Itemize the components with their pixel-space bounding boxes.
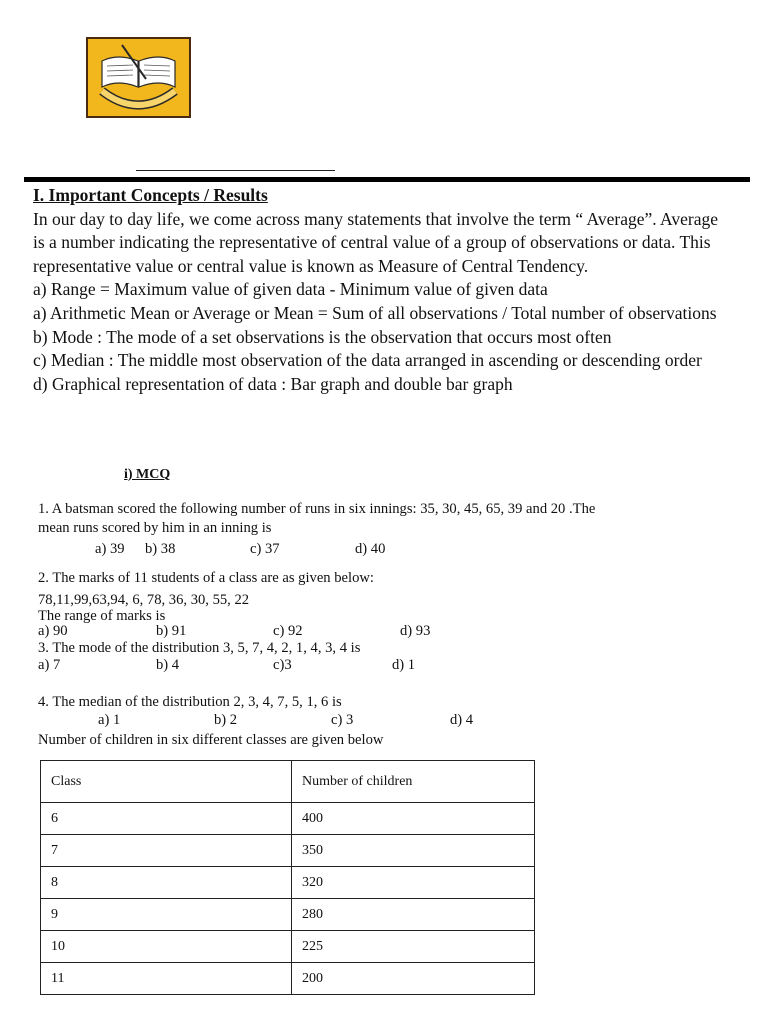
table-cell-children: 200	[292, 963, 535, 995]
option-a: a) 90	[38, 623, 68, 639]
header-class: Class	[41, 761, 292, 803]
option-a: a) 1	[98, 712, 121, 728]
option-d: d) 40	[355, 541, 386, 557]
table-cell-children: 400	[292, 803, 535, 835]
table-cell-class: 9	[41, 899, 292, 931]
table-cell-children: 225	[292, 931, 535, 963]
concept-median: c) Median : The middle most observation of the data arranged in ascending or descending order	[33, 350, 702, 371]
option-a: a) 39	[95, 541, 125, 557]
table-cell-class: 7	[41, 835, 292, 867]
table-row	[41, 899, 535, 931]
table-cell-children: 320	[292, 867, 535, 899]
table-intro: Number of children in six different classes are given below	[38, 732, 384, 748]
table-row	[41, 931, 535, 963]
table-row	[41, 803, 535, 835]
question-2-data: 78,11,99,63,94, 6, 78, 36, 30, 55, 22	[38, 592, 250, 608]
table-header-row	[41, 761, 535, 803]
mcq-title: i) MCQ	[124, 467, 171, 482]
table-row	[41, 835, 535, 867]
section-divider	[24, 177, 750, 182]
question-1-line-2: mean runs scored by him in an inning is	[38, 520, 272, 536]
option-b: b) 38	[145, 541, 176, 557]
table-cell-children: 350	[292, 835, 535, 867]
concepts-section	[33, 184, 733, 396]
table-row	[41, 867, 535, 899]
school-logo	[86, 37, 191, 118]
question-4-line-1: 4. The median of the distribution 2, 3, 4, 7, 5, 1, 6 is	[38, 694, 342, 710]
table-cell-children: 280	[292, 899, 535, 931]
open-book-icon	[88, 39, 189, 116]
option-a: a) 7	[38, 657, 61, 673]
children-table	[40, 760, 535, 995]
concept-mean: a) Arithmetic Mean or Average or Mean = Sum of all observations / Total number of observations	[33, 302, 717, 323]
concept-graph: d) Graphical representation of data : Bar graph and double bar graph	[33, 373, 513, 394]
question-3-line-1: 3. The mode of the distribution 3, 5, 7, 4, 2, 1, 4, 3, 4 is	[38, 640, 361, 656]
header-children: Number of children	[292, 761, 535, 803]
table-row	[41, 963, 535, 995]
option-c: c)3	[273, 657, 292, 673]
intro-paragraph: In our day to day life, we come across many statements that involve the term “ Average”. Average is a number indicating the representative of central value of a group of observations or data. This representative value or central value is known as Measure of Central Tendency.	[33, 208, 719, 276]
header-underline	[136, 170, 335, 171]
option-b: b) 91	[156, 623, 187, 639]
question-1-line-1: 1. A batsman scored the following number of runs in six innings: 35, 30, 45, 65, 39 and 20 .The	[38, 501, 596, 517]
option-d: d) 93	[400, 623, 431, 639]
question-2-line-3: The range of marks is	[38, 608, 166, 624]
table-cell-class: 11	[41, 963, 292, 995]
option-d: d) 4	[450, 712, 474, 728]
option-b: b) 4	[156, 657, 180, 673]
question-2-line-1: 2. The marks of 11 students of a class are as given below:	[38, 570, 374, 586]
table-cell-class: 6	[41, 803, 292, 835]
option-c: c) 3	[331, 712, 354, 728]
concept-range: a) Range = Maximum value of given data - Minimum value of given data	[33, 279, 548, 300]
table-cell-class: 8	[41, 867, 292, 899]
concept-mode: b) Mode : The mode of a set observations is the observation that occurs most often	[33, 326, 612, 347]
option-b: b) 2	[214, 712, 238, 728]
option-c: c) 37	[250, 541, 280, 557]
option-d: d) 1	[392, 657, 416, 673]
section-heading: I. Important Concepts / Results	[33, 185, 268, 205]
table-cell-class: 10	[41, 931, 292, 963]
option-c: c) 92	[273, 623, 303, 639]
